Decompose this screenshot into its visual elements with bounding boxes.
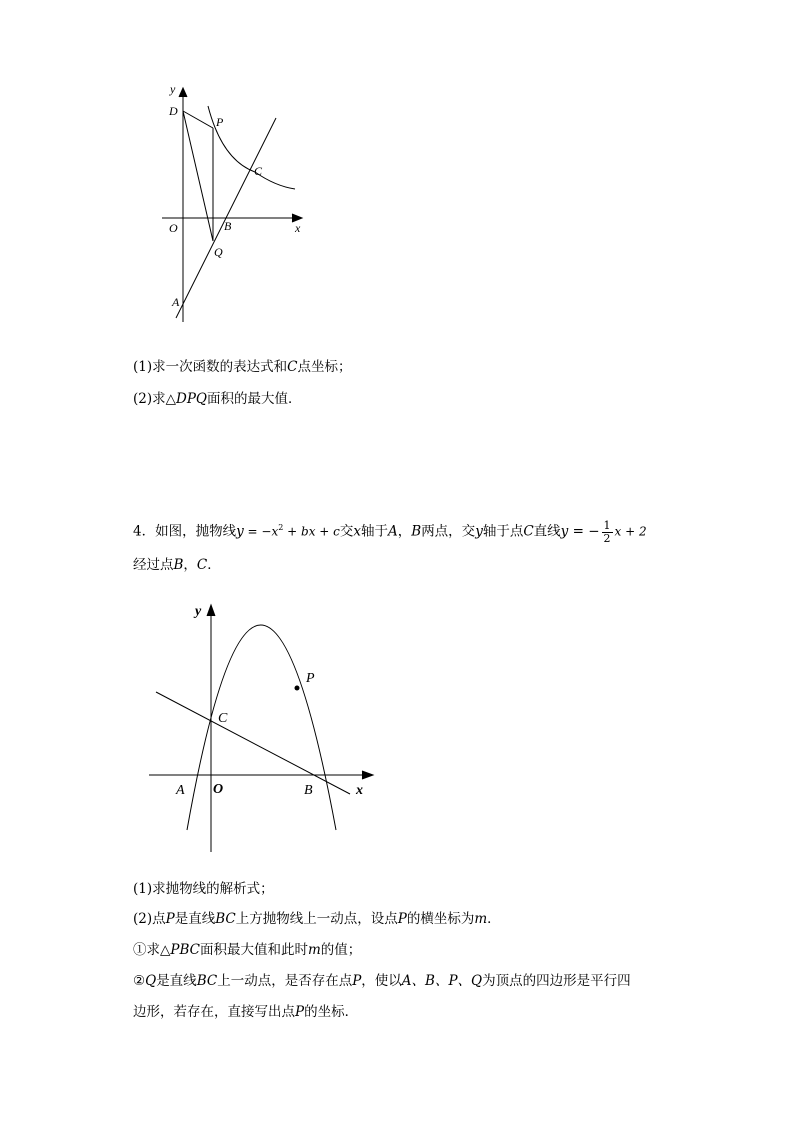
- q3-part1-var: C: [287, 359, 298, 375]
- q4-p2-m: m: [474, 911, 488, 927]
- fig2-y-arrow: [207, 605, 215, 616]
- q3-part1-text: (1)求一次函数的表达式和: [133, 359, 288, 375]
- q4-point-a: A: [388, 523, 398, 540]
- q3-part-1: [133, 357, 351, 377]
- fig1-y-arrow: [179, 88, 187, 97]
- q4-eq-y: y: [236, 523, 244, 540]
- q4-s3-text: 边形，若存在，直接写出点: [133, 1004, 295, 1020]
- q4-eq-mid: = −x: [243, 524, 279, 539]
- q4-s1-b: 面积最大值和此时: [199, 942, 308, 958]
- q3-part2-end: 面积的最大值．: [207, 391, 302, 407]
- q4-part-2: [133, 909, 501, 929]
- q4-s2-pts: A、B、P、Q: [401, 973, 483, 989]
- q3-part-2: [133, 389, 302, 409]
- q4-point-c: C: [523, 523, 534, 540]
- q4-line2-sep: ，: [183, 557, 197, 573]
- fig2-point-p: [295, 686, 300, 691]
- q4-s2-a: ②: [133, 973, 146, 989]
- q4-subpart-2-cont: [133, 1002, 358, 1022]
- q4-y-axis: y: [475, 523, 483, 540]
- q4-intro-line-1: [133, 518, 647, 545]
- q4-intro-b: 交: [339, 523, 354, 540]
- figure-1-coordinate-diagram: [160, 80, 320, 330]
- q4-s2-e: 为顶点的四边形是平行四: [482, 973, 631, 989]
- q3-part2-text: (2)求△: [133, 391, 177, 407]
- q4-part-1: [133, 879, 274, 899]
- q4-x-axis: x: [353, 523, 362, 540]
- fig1-segment-dq: [183, 111, 213, 241]
- q4-intro-a: 如图，抛物线: [155, 523, 237, 540]
- q4-number: 4．: [133, 523, 156, 540]
- q4-s1-m: m: [307, 942, 321, 958]
- q4-p2-bc: BC: [215, 911, 236, 927]
- figure-2-parabola-diagram: [140, 595, 385, 860]
- fig2-label-b: B: [304, 783, 313, 798]
- q4-intro-line-2: [133, 555, 221, 575]
- q4-s2-c: 上一动点，是否存在点: [217, 973, 353, 989]
- q4-line2-a: 经过点: [133, 557, 174, 573]
- q4-eq-rest: + bx + c: [283, 524, 340, 539]
- q4-p2-e: ．: [487, 911, 501, 927]
- q4-p2-p: P: [165, 911, 175, 927]
- fig1-segment-dp: [183, 111, 213, 128]
- q4-p2-p2: P: [397, 911, 407, 927]
- q4-frac-den: 2: [603, 531, 611, 545]
- q4-part1-text: (1)求抛物线的解析式；: [133, 881, 274, 897]
- fig1-label-y: y: [170, 82, 176, 96]
- q4-intro-c: 轴于: [361, 523, 389, 540]
- q4-line2-b: B: [173, 557, 184, 573]
- q4-s1-c: 的值；: [320, 942, 362, 958]
- q4-comma: ，: [397, 523, 412, 540]
- fig1-label-a: A: [172, 295, 180, 309]
- q4-subpart-2: [133, 971, 631, 991]
- q4-point-b: B: [411, 523, 422, 540]
- q3-part1-end: 点坐标；: [297, 359, 352, 375]
- q4-line-eq: = −: [568, 523, 600, 540]
- fig2-label-y: y: [195, 604, 202, 619]
- q4-s2-p: P: [352, 973, 362, 989]
- fig2-label-o: O: [213, 782, 224, 797]
- q4-p2-a: (2)点: [133, 911, 166, 927]
- q4-frac-num: 1: [603, 518, 611, 532]
- fig1-label-q: Q: [214, 245, 223, 259]
- q4-s1-pbc: PBC: [170, 942, 200, 958]
- q4-s2-b: 是直线: [156, 973, 197, 989]
- q4-s2-d: ，使以: [361, 973, 402, 989]
- fig2-x-arrow: [362, 771, 373, 779]
- fig2-label-a: A: [176, 783, 185, 798]
- q4-line2-c: C: [196, 557, 208, 573]
- q4-s3-end: 的坐标．: [304, 1004, 359, 1020]
- fig1-label-o: O: [169, 221, 178, 235]
- q4-p2-b: 是直线: [174, 911, 216, 927]
- q4-subpart-1: [133, 940, 361, 960]
- fig1-label-x: x: [295, 221, 301, 235]
- q4-intro-e: 轴于点: [482, 523, 524, 540]
- q4-s2-q: Q: [145, 973, 157, 989]
- q4-fraction: [602, 520, 613, 545]
- fig2-parabola: [187, 625, 336, 830]
- q4-p2-c: 上方抛物线上一动点，设点: [235, 911, 398, 927]
- q4-line2-end: ．: [207, 557, 221, 573]
- fig2-label-p: P: [306, 671, 315, 686]
- fig1-label-d: D: [169, 104, 178, 118]
- q4-s3-p: P: [295, 1004, 305, 1020]
- fig2-line-bc: [156, 692, 350, 794]
- q4-line-y: y: [560, 523, 569, 540]
- q4-intro-d: 两点，交: [421, 523, 476, 540]
- fig2-label-x: x: [356, 783, 363, 798]
- q4-intro-f: 直线: [533, 523, 561, 540]
- fig1-label-c: C: [254, 164, 263, 178]
- q3-part2-var: DPQ: [176, 391, 207, 407]
- fig1-label-b: B: [224, 219, 232, 233]
- q4-line-tail: x + 2: [614, 524, 647, 539]
- q4-s2-bc: BC: [196, 973, 218, 989]
- fig2-label-c: C: [218, 711, 228, 726]
- q4-s1-a: ①求△: [133, 942, 171, 958]
- q4-eq-sup: 2: [278, 523, 284, 532]
- fig1-label-p: P: [216, 115, 224, 129]
- q4-p2-d: 的横坐标为: [406, 911, 475, 927]
